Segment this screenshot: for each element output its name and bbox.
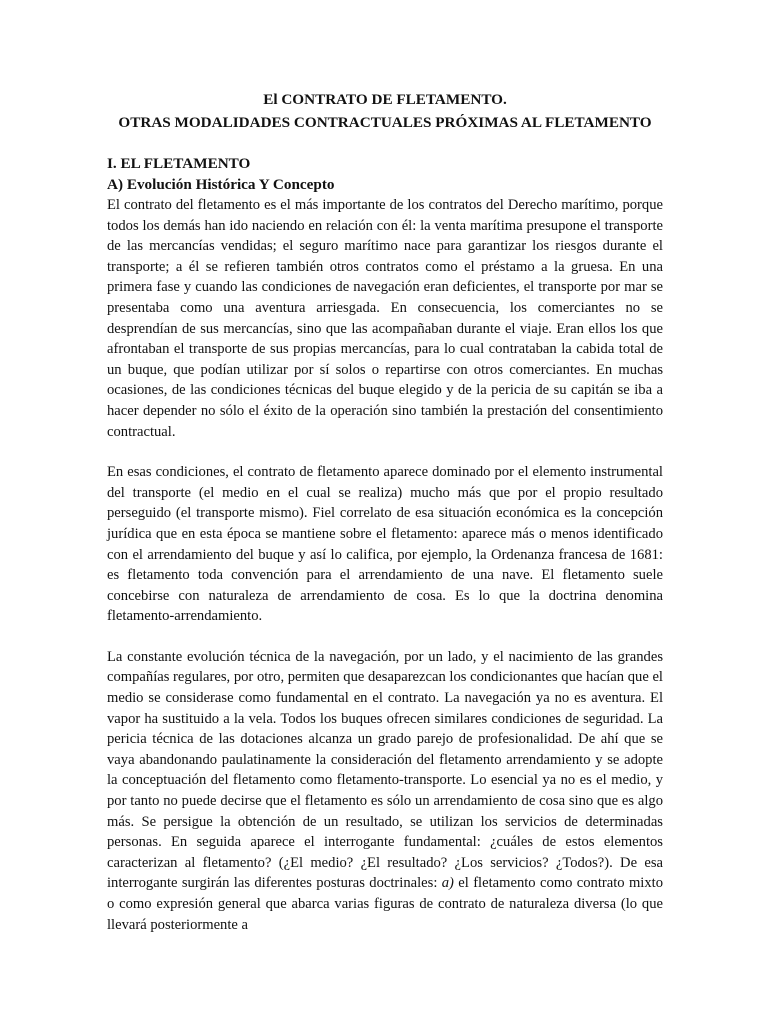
document-title-line-1: El CONTRATO DE FLETAMENTO.: [263, 91, 507, 108]
paragraph-3-italic-marker: a): [441, 875, 454, 892]
paragraph-2: En esas condiciones, el contrato de fletamento aparece dominado por el elemento instrumental del transporte (el medio en el cual se realiza) mucho más que por el propio resultado perseguido (el transporte mismo). Fiel correlato de esa situación económica es la concepción jurídica que en esta época se mantiene sobre el fletamento: aparece más o menos identificado con el arrendamiento del buque y así lo califica, por ejemplo, la Ordenanza francesa de 1681: es fletamento toda convención para el arrendamiento de una nave. El fletamento suele concebirse con naturaleza de arrendamiento de cosa. Es lo que la doctrina denomina fletamento-arrendamiento.: [107, 464, 663, 625]
document-page: [107, 88, 663, 935]
paragraph-3: [107, 647, 663, 935]
paragraph-3-text-b: el fletamento como contrato mixto o como expresión general que abarca varias figuras de contrato de naturaleza diversa (lo que llevará posteriormente a: [107, 875, 663, 933]
paragraph-1: El contrato del fletamento es el más importante de los contratos del Derecho marítimo, porque todos los demás han ido naciendo en relación con él: la venta marítima presupone el transporte de las mercancías vendidas; el seguro marítimo nace para garantizar los riesgos durante el transporte; a él se refieren también otros contratos como el préstamo a la gruesa. En una primera fase y cuando las condiciones de navegación eran deficientes, el transporte por mar se presentaba como una aventura arriesgada. En consecuencia, los comerciantes no se desprendían de sus mercancías, sino que las acompañaban durante el viaje. Eran ellos los que afrontaban el transporte de sus propias mercancías, para lo cual contrataban la cabida total de un buque, que podían utilizar por sí solos o repartirse con otros comerciantes. En muchas ocasiones, de las condiciones técnicas del buque elegido y de la pericia de su capitán se iba a hacer depender no sólo el éxito de la operación sino también la prestación del consentimiento contractual.: [107, 197, 663, 440]
section-heading: I. EL FLETAMENTO: [107, 155, 251, 172]
document-title-line-2: OTRAS MODALIDADES CONTRACTUALES PRÓXIMAS AL FLETAMENTO: [118, 114, 652, 131]
paragraph-3-text-a: La constante evolución técnica de la navegación, por un lado, y el nacimiento de las grandes compañías regulares, por otro, permiten que desaparezcan los condicionantes que hacían que el medio se considerase como fundamental en el contrato. La navegación ya no es aventura. El vapor ha sustituido a la vela. Todos los buques ofrecen similares condiciones de seguridad. La pericia técnica de las dotaciones alcanza un grado parejo de profesionalidad. De ahí que se vaya abandonando paulatinamente la consideración del fletamento arrendamiento y se adopte la conceptuación del fletamento como fletamento-transporte. Lo esencial ya no es el medio, y por tanto no puede decirse que el fletamento es sólo un arrendamiento de cosa sino que es algo más. Se persigue la obtención de un resultado, se utilizan los servicios de determinadas personas. En seguida aparece el interrogante fundamental: ¿cuáles de estos elementos caracterizan al fletamento? (¿El medio? ¿El resultado? ¿Los servicios? ¿Todos?). De esa interrogante surgirán las diferentes posturas doctrinales:: [107, 648, 663, 892]
subsection-heading: A) Evolución Histórica Y Concepto: [107, 176, 335, 193]
